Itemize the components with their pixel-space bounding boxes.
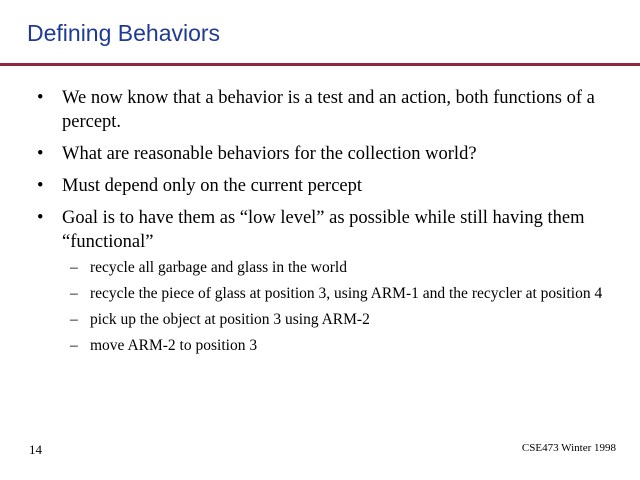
sub-bullet-item	[70, 258, 615, 278]
sub-bullet-item	[70, 336, 615, 356]
dash-marker: –	[70, 311, 78, 328]
bullet-text: Must depend only on the current percept	[62, 176, 363, 196]
slide-title: Defining Behaviors	[27, 20, 221, 46]
sub-bullet-text: move ARM-2 to position 3	[90, 337, 258, 354]
bullet-list	[37, 86, 617, 262]
sub-bullet-list	[70, 258, 615, 362]
bullet-text: Goal is to have them as “low level” as possible while still having them “functional”	[62, 208, 585, 252]
bullet-text: What are reasonable behaviors for the collection world?	[62, 144, 477, 164]
sub-bullet-item	[70, 310, 615, 330]
bullet-item	[37, 174, 617, 198]
bullet-marker: •	[37, 176, 44, 196]
bullet-item	[37, 86, 617, 134]
dash-marker: –	[70, 337, 78, 354]
bullet-marker: •	[37, 144, 44, 164]
bullet-marker: •	[37, 88, 44, 108]
bullet-item	[37, 206, 617, 254]
bullet-text: We now know that a behavior is a test and an action, both functions of a percept.	[62, 88, 595, 132]
bullet-marker: •	[37, 208, 44, 228]
sub-bullet-text: recycle all garbage and glass in the world	[90, 259, 347, 276]
dash-marker: –	[70, 285, 78, 302]
bullet-item	[37, 142, 617, 166]
page-number: 14	[29, 442, 42, 457]
sub-bullet-text: recycle the piece of glass at position 3, using ARM-1 and the recycler at position 4	[90, 285, 603, 302]
sub-bullet-text: pick up the object at position 3 using ARM-2	[90, 311, 370, 328]
title-divider	[0, 63, 640, 66]
sub-bullet-item	[70, 284, 615, 304]
course-label: CSE473 Winter 1998	[521, 442, 616, 454]
dash-marker: –	[70, 259, 78, 276]
